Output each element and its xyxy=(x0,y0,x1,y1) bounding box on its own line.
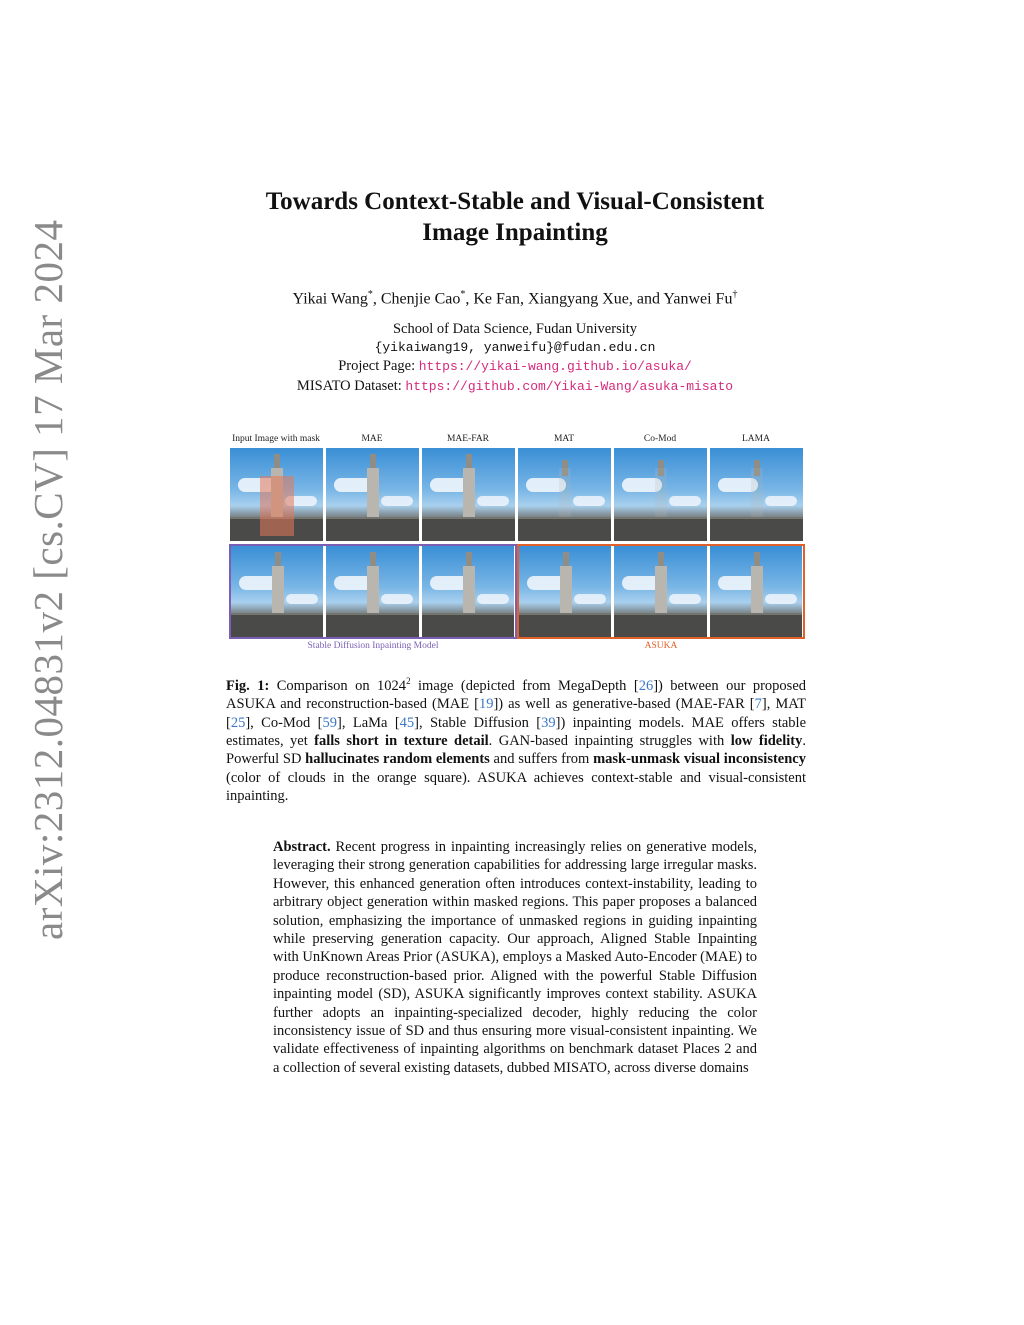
caption-text: ]) between our proposed ASUKA and reconstruction-based (MAE [ xyxy=(226,677,807,713)
citation-link[interactable]: 19 xyxy=(478,696,494,713)
arxiv-identifier: arXiv:2312.04831v2 [cs.CV] 17 Mar 2024 xyxy=(25,219,71,940)
column-label-lama: LAMA xyxy=(742,434,770,444)
dataset-link[interactable]: https://github.com/Yikai-Wang/asuka-misato xyxy=(405,378,734,394)
author-list xyxy=(180,285,850,309)
title-line-2: Image Inpainting xyxy=(422,219,608,246)
caption-text: and suffers from xyxy=(489,751,594,768)
equal-contribution-mark: * xyxy=(367,289,373,300)
caption-text: ], Co-Mod [ xyxy=(245,714,323,731)
result-image-mae xyxy=(326,448,419,541)
citation-link[interactable]: 39 xyxy=(541,714,556,731)
caption-emphasis: low fidelity xyxy=(730,733,803,750)
caption-text: ]) inpainting models. MAE offers stable estimates, yet xyxy=(226,714,807,750)
citation-link[interactable]: 25 xyxy=(230,714,246,731)
affiliation-block xyxy=(180,320,850,396)
citation-link[interactable]: 59 xyxy=(322,714,338,731)
figure-caption xyxy=(226,672,806,806)
column-label-mae: MAE xyxy=(361,434,383,444)
school-name: School of Data Science, Fudan University xyxy=(392,321,638,337)
caption-text: . GAN-based inpainting struggles with xyxy=(488,733,731,750)
caption-superscript: 2 xyxy=(406,676,411,686)
project-page-label: Project Page: xyxy=(338,358,416,374)
author-others: , Ke Fan, Xiangyang Xue, and Yanwei Fu xyxy=(465,290,733,308)
caption-text: . Powerful SD xyxy=(226,733,806,768)
title-line-1: Towards Context-Stable and Visual-Consistent xyxy=(265,188,765,215)
caption-text: Comparison on 1024 xyxy=(269,677,407,694)
author-emails: {yikaiwang19, yanweifu}@fudan.edu.cn xyxy=(374,339,656,355)
caption-label: Fig. 1: xyxy=(226,677,270,694)
project-page-link[interactable]: https://yikai-wang.github.io/asuka/ xyxy=(418,359,692,374)
project-page-line xyxy=(180,357,850,377)
citation-link[interactable]: 45 xyxy=(399,714,415,731)
dataset-label: MISATO Dataset: xyxy=(296,377,402,394)
stable-diffusion-group-label: Stable Diffusion Inpainting Model xyxy=(307,641,439,651)
corresponding-author-mark: † xyxy=(732,289,738,300)
dataset-line xyxy=(180,377,850,397)
citation-link[interactable]: 26 xyxy=(638,677,654,694)
caption-text: ], LaMa [ xyxy=(337,714,400,731)
result-image-lama xyxy=(710,448,803,541)
result-image-mae-far xyxy=(422,448,515,541)
caption-text: ], MAT [ xyxy=(226,696,806,731)
paper-title xyxy=(180,186,850,248)
abstract xyxy=(273,838,757,1077)
asuka-group-box xyxy=(517,544,805,639)
result-image-mat xyxy=(518,448,611,541)
column-label-mat: MAT xyxy=(553,434,575,444)
caption-text: ]) as well as generative-based (MAE-FAR [ xyxy=(493,696,755,713)
author-2: , Chenjie Cao xyxy=(372,290,461,308)
abstract-heading: Abstract. xyxy=(273,839,331,855)
citation-link[interactable]: 7 xyxy=(754,696,762,713)
stable-diffusion-group-box xyxy=(229,544,517,639)
column-label-mae-far: MAE-FAR xyxy=(446,434,490,444)
abstract-body: Recent progress in inpainting increasingly relies on generative models, leveraging their strong generation capabilities for addressing large irregular masks. However, this enhanced generation often introduces context-instability, leading to arbitrary object generation within masked regions. This paper proposes a balanced solution, emphasizing the importance of unmasked regions in guiding inpainting while preserving generation capacity. Our approach, Aligned Stable Inpainting with UnKnown Areas Prior (ASUKA), employs a Masked Auto-Encoder (MAE) to produce reconstruction-based prior. Aligned with the powerful Stable Diffusion inpainting model (SD), ASUKA significantly improves context stability. ASUKA further adopts an inpainting-specialized decoder, highly reducing the color inconsistency issue of SD and thus ensuring more visual-consistent inpainting. We validate effectiveness of inpainting algorithms on benchmark dataset Places 2 and a collection of several existing datasets, dubbed MISATO, across diverse domains xyxy=(273,839,757,1076)
equal-contribution-mark: * xyxy=(460,289,466,300)
figure-1 xyxy=(229,434,805,654)
asuka-group-label: ASUKA xyxy=(644,641,678,651)
author-1: Yikai Wang xyxy=(292,290,368,308)
caption-emphasis: mask-unmask visual inconsistency xyxy=(593,751,806,768)
caption-emphasis: falls short in texture detail xyxy=(314,733,489,750)
column-label-input: Input Image with mask xyxy=(232,434,320,444)
result-image-co-mod xyxy=(614,448,707,541)
caption-emphasis: hallucinates random elements xyxy=(305,751,490,768)
input-image-with-mask xyxy=(230,448,323,541)
caption-text: image (depicted from MegaDepth [ xyxy=(410,677,639,694)
caption-text: ], Stable Diffusion [ xyxy=(414,714,542,731)
caption-text: (color of clouds in the orange square). ASUKA achieves context-stable and visual-consistent inpainting. xyxy=(226,769,806,805)
column-label-co-mod: Co-Mod xyxy=(643,434,677,444)
